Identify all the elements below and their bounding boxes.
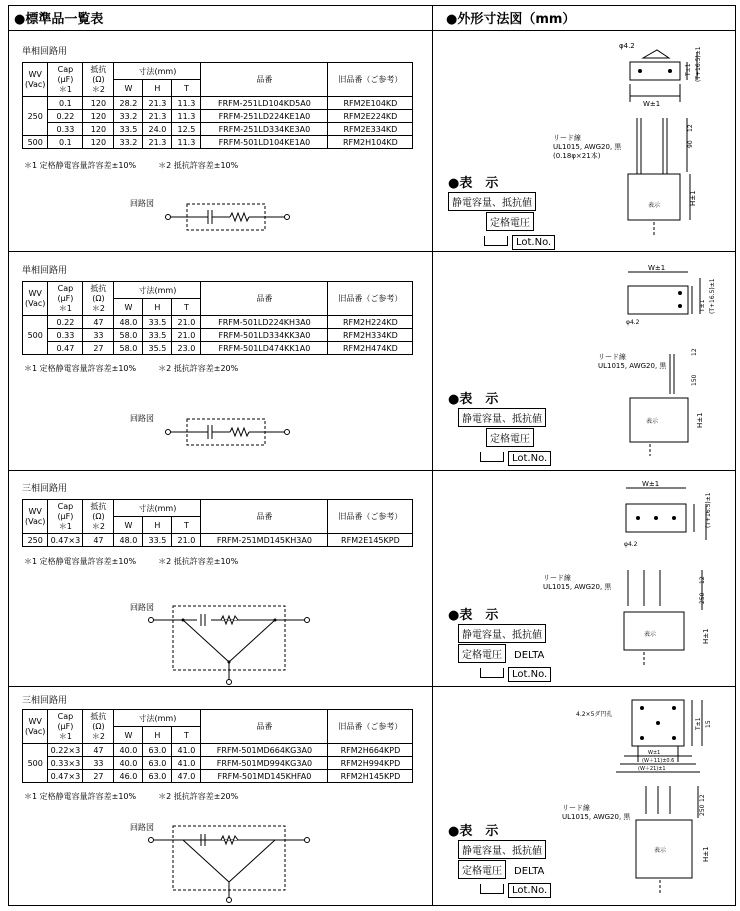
h-cell: 63.0 (143, 770, 172, 783)
res-tolerance-note: ＊2 抵抗許容差±10% (158, 557, 239, 566)
table-row (23, 316, 413, 329)
h-header: H (143, 727, 172, 744)
tolerance-notes (24, 160, 260, 171)
old-part-header: 旧品番（ご参考） (328, 63, 413, 97)
spec-table (22, 62, 413, 149)
t-dim: T±1 (695, 717, 702, 730)
marking-title: ●表 示 (448, 392, 499, 407)
t-cell: 21.0 (172, 316, 201, 329)
three-phase-circuit-2 (145, 818, 315, 906)
cap-tolerance-note: ＊1 定格静電容量許容差±10% (24, 364, 137, 373)
marking-block-3 (448, 604, 551, 682)
h-header: H (143, 517, 172, 534)
marking-label: 表示 (646, 418, 659, 425)
marking-block-2 (448, 388, 551, 466)
res-header: 抵抗 (Ω) ＊2 (83, 63, 114, 97)
w11-dim: (W＋11)±0.6 (642, 758, 675, 764)
marking-label: 表示 (644, 631, 657, 638)
dimension-drawing-4 (576, 690, 732, 904)
w21-dim: (W＋21)±1 (638, 766, 666, 772)
cap-header: Cap (μF) ＊1 (48, 710, 83, 744)
cap-cell: 0.1 (48, 136, 83, 149)
part-cell: FRFM-501MD994KG3A0 (201, 757, 328, 770)
cap-cell: 0.22 (48, 316, 83, 329)
section-title: 三相回路用 (22, 484, 68, 494)
res-tolerance-note: ＊2 抵抗許容差±10% (158, 161, 239, 170)
w-cell: 33.5 (114, 123, 143, 136)
w-cell: 33.2 (114, 136, 143, 149)
t-half-dim: (T+16.5)±1 (695, 46, 702, 82)
table-row (23, 329, 413, 342)
part-header: 品番 (201, 500, 328, 534)
hole-dim: φ4.2 (626, 319, 640, 326)
w-cell: 48.0 (114, 534, 143, 547)
tolerance-notes (24, 363, 260, 374)
lead-len-dim: 250 (699, 592, 706, 604)
res-cell: 47 (83, 744, 114, 757)
h-cell: 63.0 (143, 744, 172, 757)
res-cell: 33 (83, 757, 114, 770)
t-header: T (172, 80, 201, 97)
drawing-header: ●外形寸法図（mm） (446, 12, 576, 27)
w-cell: 48.0 (114, 316, 143, 329)
old-part-header: 旧品番（ご参考） (328, 710, 413, 744)
cap-cell: 0.1 (48, 97, 83, 110)
lead-strip-dim: 12 (699, 576, 706, 584)
res-header: 抵抗 (Ω) ＊2 (83, 500, 114, 534)
lead-len-dim: 90 (687, 140, 694, 148)
w-cell: 40.0 (114, 744, 143, 757)
old-cell: RFM2H224KD (328, 316, 413, 329)
hole-dim: φ4.2 (624, 541, 638, 548)
wv-header: WV (Vac) (23, 500, 48, 534)
table-header: ●標準品一覧表 (14, 12, 104, 27)
old-cell: RFM2E104KD (328, 97, 413, 110)
t-cell: 41.0 (172, 744, 201, 757)
cap-header: Cap (μF) ＊1 (48, 500, 83, 534)
old-part-header: 旧品番（ご参考） (328, 282, 413, 316)
cap-res-box: 静電容量、抵抗値 (458, 840, 546, 859)
lead-spec-3: リード線 UL1015, AWG20, 黒 (543, 574, 612, 591)
h-cell: 63.0 (143, 757, 172, 770)
cap-tolerance-note: ＊1 定格静電容量許容差±10% (24, 792, 137, 801)
cap-tolerance-note: ＊1 定格静電容量許容差±10% (24, 557, 137, 566)
t-half-dim: (T+16.5)±1 (709, 278, 716, 314)
t-cell: 12.5 (172, 123, 201, 136)
w-dim: W±1 (643, 100, 661, 108)
t-cell: 41.0 (172, 757, 201, 770)
h-cell: 35.5 (143, 342, 172, 355)
h-cell: 33.5 (143, 534, 172, 547)
w-header: W (114, 517, 143, 534)
lead-spec-4: リード線 UL1015, AWG20, 黒 (562, 804, 631, 821)
wv-header: WV (Vac) (23, 710, 48, 744)
tolerance-notes (24, 791, 260, 802)
marking-title: ●表 示 (448, 176, 499, 191)
marking-label: 表示 (654, 847, 667, 854)
t-cell: 21.0 (172, 329, 201, 342)
lead-spec-1: リード線 UL1015, AWG20, 黒 (0.18φ×21本) (553, 134, 622, 160)
wv-cell: 250 (23, 534, 48, 547)
lead-strip-dim: 12 (691, 348, 698, 356)
lot-icon (480, 668, 504, 678)
single-phase-circuit-2 (160, 415, 300, 451)
d15-dim: 15 (705, 720, 712, 728)
t-dim: T±1 (699, 299, 706, 312)
old-cell: RFM2H104KD (328, 136, 413, 149)
old-cell: RFM2H334KD (328, 329, 413, 342)
section-title: 単相回路用 (22, 47, 68, 57)
lead-len-dim: 250 (699, 804, 706, 816)
w-dim: W±1 (642, 480, 660, 488)
circuit-label: 回路図 (130, 603, 154, 612)
res-cell: 27 (83, 342, 114, 355)
dim-header: 寸法(mm) (114, 710, 201, 727)
res-header: 抵抗 (Ω) ＊2 (83, 710, 114, 744)
circuit-label: 回路図 (130, 823, 154, 832)
old-cell: RFM2H145KPD (328, 770, 413, 783)
old-cell: RFM2H474KD (328, 342, 413, 355)
h-dim: H±1 (702, 846, 710, 862)
part-cell: FRFM-501LD474KK1A0 (201, 342, 328, 355)
marking-block-4 (448, 820, 551, 898)
lot-box: Lot.No. (508, 883, 551, 898)
res-cell: 27 (83, 770, 114, 783)
holes-dim: 4.2×5ダ円孔 (576, 711, 613, 718)
hole-dim: φ4.2 (619, 42, 635, 50)
h-dim: H±1 (702, 628, 710, 644)
delta-label: DELTA (514, 650, 545, 661)
cap-res-box: 静電容量、抵抗値 (448, 192, 536, 211)
lead-spec-2: リード線 UL1015, AWG20, 黒 (598, 353, 667, 370)
part-cell: FRFM-251LD104KD5A0 (201, 97, 328, 110)
res-cell: 120 (83, 136, 114, 149)
part-cell: FRFM-501MD145KHFA0 (201, 770, 328, 783)
t-dim: T±1 (685, 63, 692, 76)
h-cell: 21.3 (143, 110, 172, 123)
res-cell: 33 (83, 329, 114, 342)
old-cell: RFM2E224KD (328, 110, 413, 123)
w-header: W (114, 727, 143, 744)
old-cell: RFM2E334KD (328, 123, 413, 136)
lead-strip-dim: 12 (687, 124, 694, 132)
header-divider (8, 30, 736, 31)
res-cell: 120 (83, 110, 114, 123)
t-cell: 11.3 (172, 136, 201, 149)
part-header: 品番 (201, 63, 328, 97)
spec-table (22, 281, 413, 355)
t-header: T (172, 517, 201, 534)
dim-header: 寸法(mm) (114, 63, 201, 80)
row-divider-3 (8, 686, 736, 687)
wv-cell: 500 (23, 744, 48, 783)
cap-cell: 0.22×3 (48, 744, 83, 757)
h-header: H (143, 299, 172, 316)
cap-cell: 0.33×3 (48, 757, 83, 770)
delta-label: DELTA (514, 866, 545, 877)
wv-cell: 500 (23, 136, 48, 149)
rated-voltage-box: 定格電圧 (458, 644, 506, 663)
rated-voltage-box: 定格電圧 (458, 860, 506, 879)
cap-header: Cap (μF) ＊1 (48, 282, 83, 316)
marking-label: 表示 (648, 202, 661, 209)
lead-len-dim: 150 (691, 374, 698, 386)
table-row (23, 342, 413, 355)
rated-voltage-box: 定格電圧 (486, 212, 534, 231)
table-row (23, 136, 413, 149)
cap-header: Cap (μF) ＊1 (48, 63, 83, 97)
old-cell: RFM2H664KPD (328, 744, 413, 757)
res-cell: 47 (83, 316, 114, 329)
w-cell: 46.0 (114, 770, 143, 783)
part-cell: FRFM-251LD334KE3A0 (201, 123, 328, 136)
res-tolerance-note: ＊2 抵抗許容差±20% (158, 364, 239, 373)
table-row (23, 110, 413, 123)
h-cell: 33.5 (143, 329, 172, 342)
part-header: 品番 (201, 282, 328, 316)
w-cell: 40.0 (114, 757, 143, 770)
rated-voltage-box: 定格電圧 (486, 428, 534, 447)
t-header: T (172, 727, 201, 744)
w-header: W (114, 80, 143, 97)
w-cell: 33.2 (114, 110, 143, 123)
wv-cell: 500 (23, 316, 48, 355)
h-cell: 24.0 (143, 123, 172, 136)
part-cell: FRFM-501LD224KH3A0 (201, 316, 328, 329)
lot-box: Lot.No. (512, 235, 555, 250)
w-dim: W±1 (648, 750, 661, 756)
part-cell: FRFM-501LD334KK3A0 (201, 329, 328, 342)
marking-block-1 (448, 172, 555, 250)
cap-cell: 0.22 (48, 110, 83, 123)
res-header: 抵抗 (Ω) ＊2 (83, 282, 114, 316)
res-cell: 120 (83, 97, 114, 110)
w-cell: 58.0 (114, 329, 143, 342)
column-divider (432, 5, 433, 906)
marking-title: ●表 示 (448, 824, 499, 839)
section-title: 単相回路用 (22, 266, 68, 276)
w-dim: W±1 (648, 264, 666, 272)
w-header: W (114, 299, 143, 316)
circuit-label: 回路図 (130, 414, 154, 423)
marking-title: ●表 示 (448, 608, 499, 623)
h-dim: H±1 (689, 190, 697, 206)
lot-box: Lot.No. (508, 667, 551, 682)
lot-icon (484, 236, 508, 246)
spec-table (22, 709, 413, 783)
t-header: T (172, 299, 201, 316)
cap-cell: 0.33 (48, 123, 83, 136)
cap-res-box: 静電容量、抵抗値 (458, 624, 546, 643)
t-cell: 47.0 (172, 770, 201, 783)
table-row (23, 757, 413, 770)
t-cell: 11.3 (172, 97, 201, 110)
cap-cell: 0.47×3 (48, 534, 83, 547)
part-cell: FRFM-501LD104KE1A0 (201, 136, 328, 149)
lot-box: Lot.No. (508, 451, 551, 466)
tolerance-notes (24, 556, 260, 567)
section-title: 三相回路用 (22, 696, 68, 706)
part-header: 品番 (201, 710, 328, 744)
old-cell: RFM2E145KPD (328, 534, 413, 547)
old-cell: RFM2H994KPD (328, 757, 413, 770)
row-divider-2 (8, 470, 736, 471)
w-cell: 28.2 (114, 97, 143, 110)
cap-res-box: 静電容量、抵抗値 (458, 408, 546, 427)
part-cell: FRFM-501MD664KG3A0 (201, 744, 328, 757)
h-cell: 21.3 (143, 136, 172, 149)
three-phase-circuit-1 (145, 598, 315, 688)
h-cell: 21.3 (143, 97, 172, 110)
spec-table (22, 499, 413, 547)
t-cell: 21.0 (172, 534, 201, 547)
lead-strip-dim: 12 (699, 794, 706, 802)
t-cell: 11.3 (172, 110, 201, 123)
wv-cell: 250 (23, 97, 48, 136)
res-cell: 47 (83, 534, 114, 547)
h-header: H (143, 80, 172, 97)
lot-icon (480, 884, 504, 894)
wv-header: WV (Vac) (23, 63, 48, 97)
cap-tolerance-note: ＊1 定格静電容量許容差±10% (24, 161, 137, 170)
table-row (23, 123, 413, 136)
old-part-header: 旧品番（ご参考） (328, 500, 413, 534)
t-half-dim: (T+16.5)±1 (705, 492, 712, 528)
part-cell: FRFM-251MD145KH3A0 (201, 534, 328, 547)
cap-cell: 0.33 (48, 329, 83, 342)
table-row (23, 97, 413, 110)
table-row (23, 534, 413, 547)
t-cell: 23.0 (172, 342, 201, 355)
dimension-drawing-3 (598, 474, 734, 684)
wv-header: WV (Vac) (23, 282, 48, 316)
table-row (23, 744, 413, 757)
lot-icon (480, 452, 504, 462)
cap-cell: 0.47×3 (48, 770, 83, 783)
single-phase-circuit-1 (160, 200, 300, 236)
res-tolerance-note: ＊2 抵抗許容差±20% (158, 792, 239, 801)
w-cell: 58.0 (114, 342, 143, 355)
dim-header: 寸法(mm) (114, 500, 201, 517)
h-dim: H±1 (696, 412, 704, 428)
circuit-label: 回路図 (130, 199, 154, 208)
h-cell: 33.5 (143, 316, 172, 329)
cap-cell: 0.47 (48, 342, 83, 355)
part-cell: FRFM-251LD224KE1A0 (201, 110, 328, 123)
res-cell: 120 (83, 123, 114, 136)
row-divider-1 (8, 251, 736, 252)
dim-header: 寸法(mm) (114, 282, 201, 299)
table-row (23, 770, 413, 783)
